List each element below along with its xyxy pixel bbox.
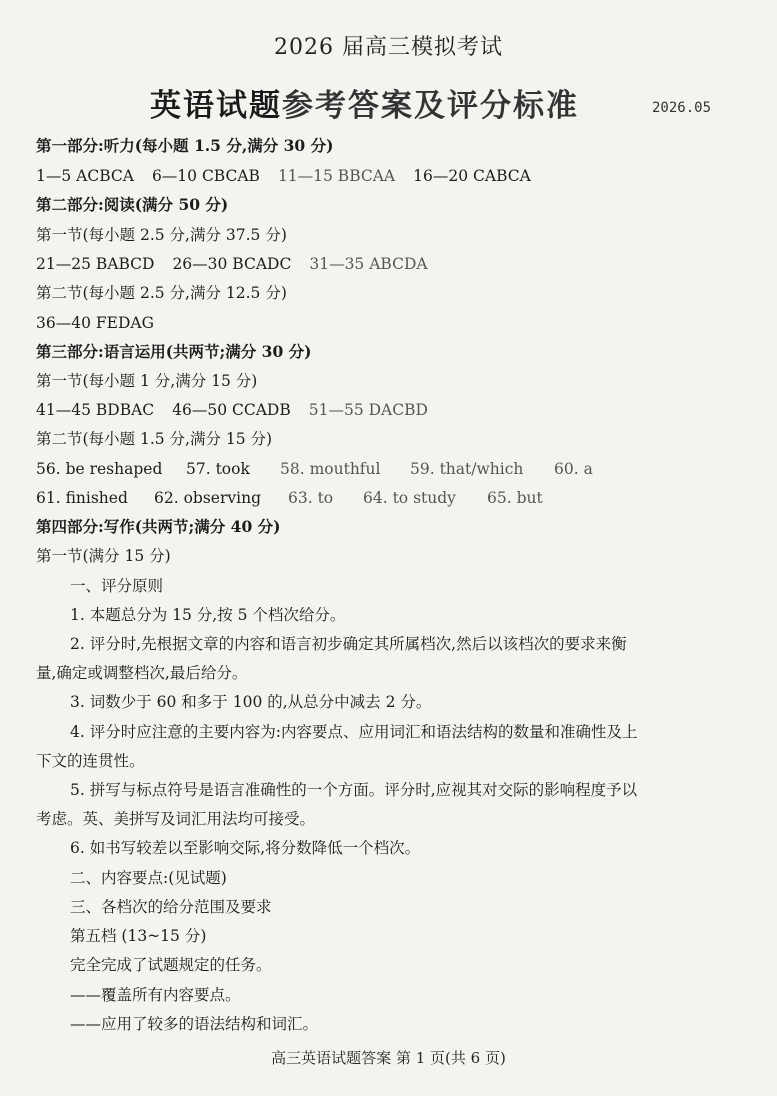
part2-sec2-answers <box>36 313 172 333</box>
fill-answer: 59. that/which <box>410 460 524 478</box>
principle-2-line-2: 量,确定或调整档次,最后给分。 <box>36 664 248 682</box>
document-date: 2026.05 <box>652 100 712 116</box>
level-5-bullet-2: ——应用了较多的语法结构和词汇。 <box>70 1015 319 1033</box>
fill-answer: 56. be reshaped <box>36 460 163 478</box>
answer-group: 46—50 CCADB <box>172 401 291 419</box>
answer-group: 1—5 ACBCA <box>36 167 134 185</box>
answer-group: 41—45 BDBAC <box>36 401 155 419</box>
main-title <box>150 80 579 125</box>
answer-group: 11—15 BBCAA <box>277 167 396 185</box>
exam-title: 2026 届高三模拟考试 <box>274 35 503 60</box>
principle-4-line-2: 下文的连贯性。 <box>36 752 145 770</box>
fill-answer: 62. observing <box>154 489 261 507</box>
answer-group: 16—20 CABCA <box>413 167 531 185</box>
principle-3: 3. 词数少于 60 和多于 100 的,从总分中减去 2 分。 <box>70 693 432 711</box>
page-footer: 高三英语试题答案 第 1 页(共 6 页) <box>271 1049 506 1067</box>
principles-heading: 一、评分原则 <box>70 577 164 595</box>
main-title-subject: 英语试题 <box>150 88 282 124</box>
part4-title: 第四部分:写作(共两节;满分 40 分) <box>36 517 281 536</box>
fill-answer: 63. to <box>288 489 334 507</box>
answer-group: 51—55 DACBD <box>308 401 428 419</box>
level-5-description: 完全完成了试题规定的任务。 <box>70 956 272 974</box>
part1-answers <box>36 166 549 186</box>
part3-sec1-answers <box>36 400 446 420</box>
answer-group: 36—40 FEDAG <box>36 314 154 332</box>
part2-sec1-title: 第一节(每小题 2.5 分,满分 37.5 分) <box>36 226 287 244</box>
part3-sec2-title: 第二节(每小题 1.5 分,满分 15 分) <box>36 430 273 448</box>
answer-group: 31—35 ABCDA <box>309 255 428 273</box>
part2-sec1-answers <box>36 254 446 274</box>
fill-answer: 57. took <box>186 460 250 478</box>
part3-answer-row-2 <box>36 488 736 508</box>
answer-group: 6—10 CBCAB <box>151 167 260 185</box>
fill-answer: 58. mouthful <box>280 460 381 478</box>
fill-answer: 64. to study <box>363 489 456 507</box>
part2-sec2-title: 第二节(每小题 2.5 分,满分 12.5 分) <box>36 284 287 302</box>
part1-title: 第一部分:听力(每小题 1.5 分,满分 30 分) <box>36 136 334 155</box>
answer-group: 21—25 BABCD <box>36 255 155 273</box>
level-5-bullet-1: ——覆盖所有内容要点。 <box>70 986 241 1004</box>
principle-2-line-1: 2. 评分时,先根据文章的内容和语言初步确定其所属档次,然后以该档次的要求来衡 <box>70 635 627 653</box>
principle-6: 6. 如书写较差以至影响交际,将分数降低一个档次。 <box>70 839 421 857</box>
part3-sec1-title: 第一节(每小题 1 分,满分 15 分) <box>36 372 258 390</box>
fill-answer: 60. a <box>554 460 593 478</box>
part2-title: 第二部分:阅读(满分 50 分) <box>36 195 229 214</box>
level-5-heading: 第五档 (13~15 分) <box>70 927 207 945</box>
principle-1: 1. 本题总分为 15 分,按 5 个档次给分。 <box>70 606 346 624</box>
part4-sec1-title: 第一节(满分 15 分) <box>36 547 171 565</box>
content-points-heading: 二、内容要点:(见试题) <box>70 869 227 887</box>
principle-4-line-1: 4. 评分时应注意的主要内容为:内容要点、应用词汇和语法结构的数量和准确性及上 <box>70 723 638 741</box>
principle-5-line-1: 5. 拼写与标点符号是语言准确性的一个方面。评分时,应视其对交际的影响程度予以 <box>70 781 638 799</box>
part3-answer-row-1 <box>36 459 736 479</box>
answer-group: 26—30 BCADC <box>172 255 292 273</box>
principle-5-line-2: 考虑。英、美拼写及词汇用法均可接受。 <box>36 810 316 828</box>
levels-heading: 三、各档次的给分范围及要求 <box>70 898 272 916</box>
fill-answer: 61. finished <box>36 489 128 507</box>
main-title-rest: 参考答案及评分标准 <box>282 88 579 124</box>
part3-title: 第三部分:语言运用(共两节;满分 30 分) <box>36 342 312 361</box>
fill-answer: 65. but <box>487 489 543 507</box>
